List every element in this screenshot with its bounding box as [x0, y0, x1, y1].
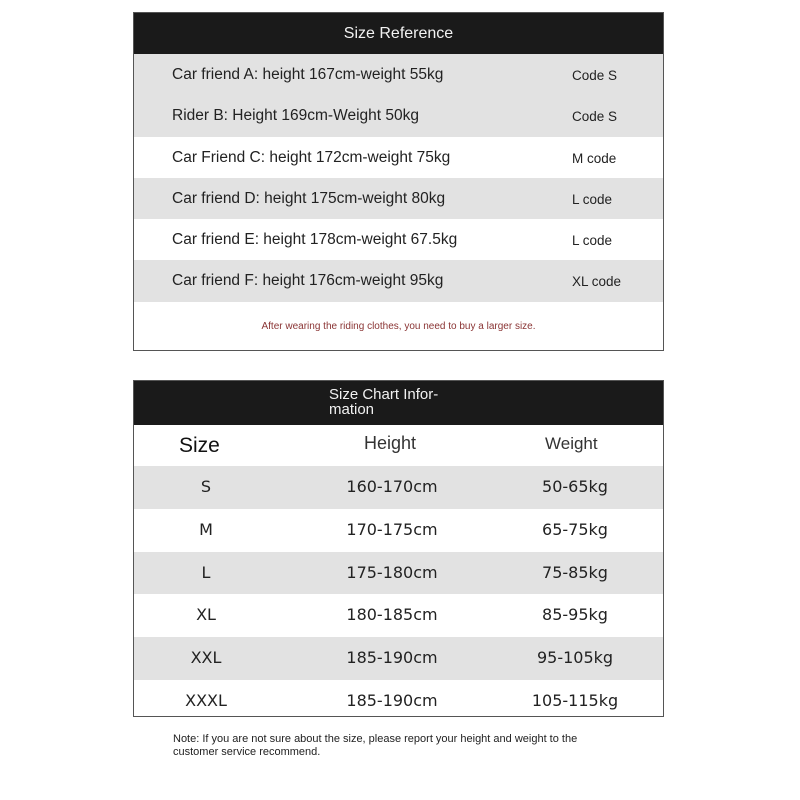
reference-description: Car friend F: height 176cm-weight 95kg [172, 272, 444, 290]
reference-row [134, 137, 663, 178]
reference-size-code: L code [572, 191, 613, 207]
reference-size-code: XL code [572, 274, 622, 290]
reference-size-code: Code S [572, 68, 618, 83]
reference-note: After wearing the riding clothes, you need to buy a larger size. [261, 321, 536, 332]
reference-row [134, 260, 663, 301]
weight-cell: 85-95kg [542, 605, 608, 625]
size-chart-header [134, 381, 663, 425]
weight-cell: 65-75kg [542, 519, 608, 539]
size-reference-title: Size Reference [134, 13, 663, 54]
table-row [134, 594, 663, 637]
size-reference-table [133, 12, 664, 351]
table-row [134, 509, 663, 552]
reference-description: Car friend E: height 178cm-weight 67.5kg [172, 231, 458, 249]
reference-description: Car friend D: height 175cm-weight 80kg [172, 189, 446, 207]
table-row [134, 637, 663, 680]
height-cell: 185-190cm [346, 648, 438, 668]
column-header-height: Height [364, 433, 417, 453]
table-row [134, 680, 663, 723]
reference-size-code: M code [572, 150, 617, 166]
reference-description: Car friend A: height 167cm-weight 55kg [172, 66, 444, 83]
weight-cell: 105-115kg [531, 690, 619, 710]
height-cell: 170-175cm [346, 519, 438, 539]
size-cell: M [199, 519, 213, 539]
size-chart-title: Size Chart Infor-mation [329, 386, 439, 418]
weight-cell: 95-105kg [536, 648, 614, 668]
size-cell: L [201, 562, 211, 582]
reference-size-code: L code [572, 233, 613, 249]
column-header-weight: Weight [545, 434, 598, 453]
height-cell: 160-170cm [346, 477, 438, 496]
weight-cell: 75-85kg [542, 562, 608, 582]
size-cell: S [200, 477, 212, 496]
size-cell: XXL [190, 648, 222, 668]
height-cell: 175-180cm [346, 562, 438, 582]
reference-description: Rider B: Height 169cm-Weight 50kg [172, 107, 419, 125]
table-row [134, 552, 663, 595]
reference-row [134, 95, 663, 136]
reference-row [134, 219, 663, 260]
size-chart-table [133, 380, 664, 717]
size-cell: XL [196, 605, 216, 625]
reference-description: Car Friend C: height 172cm-weight 75kg [172, 148, 451, 166]
reference-row [134, 54, 663, 95]
size-cell: XXXL [185, 690, 227, 710]
size-chart-column-headers [134, 425, 663, 466]
column-header-size: Size [179, 434, 220, 457]
table-row [134, 466, 663, 509]
reference-row [134, 178, 663, 219]
weight-cell: 50-65kg [542, 477, 608, 496]
height-cell: 180-185cm [346, 605, 438, 625]
reference-size-code: Code S [572, 109, 618, 125]
height-cell: 185-190cm [346, 690, 438, 710]
footer-note: Note: If you are not sure about the size, please report your height and weight to the customer service recommend. [173, 733, 578, 758]
